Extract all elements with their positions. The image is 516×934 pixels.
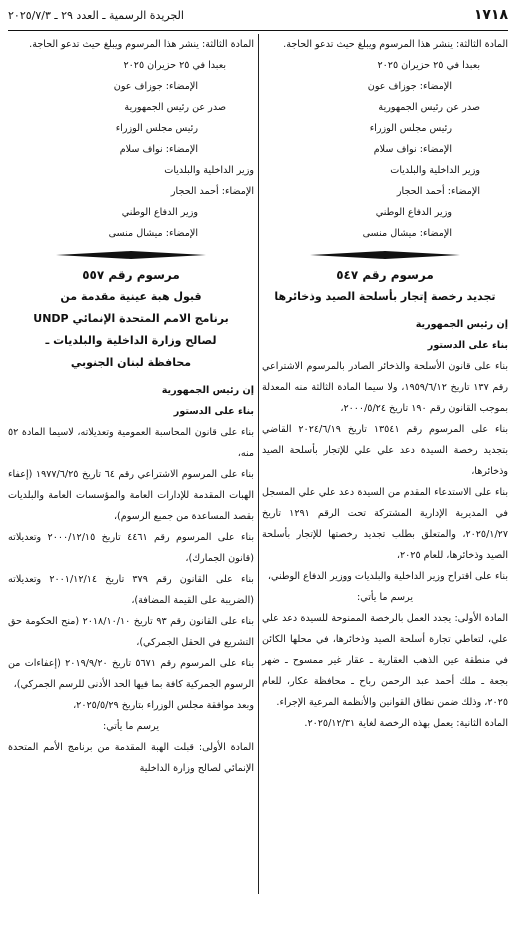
decree-paragraph: بناء على الدستور [173,406,254,417]
decree-paragraph: يرسم ما يأتي: [102,721,160,732]
signature-line: الإمضاء: نواف سلام [119,144,198,155]
gazette-issue-title: الجريدة الرسمية ـ العدد ٢٩ ـ ٢٠٢٥/٧/٣ [8,8,184,22]
decree-paragraph: المادة الثانية: يعمل بهذه الرخصة لغاية ٢٠٢٥/١٢/٣١. [304,718,508,729]
decree-paragraph: بناء على الاستدعاء المقدم من السيدة دعد علي علي المسجل في المديرية الإدارية المشتركة تحت الرقم ١٢٩١ تاريخ ٢٠٢٥/١/٢٧، والمتعلق بطلب تجديد رخصتها للإتجار بأسلحة الصيد وذخائرها، للعام ٢٠٢٥، [262,487,509,561]
signature-line: الإمضاء: أحمد الحجار [396,186,480,197]
decree-paragraph: بناء على القانون رقم ٣٧٩ تاريخ ٢٠٠١/١٢/١٤ وتعديلاته (الضريبة على القيمة المضافة)، [8,574,254,606]
page-number: ١٧١٨ [473,7,508,23]
decree-number: مرسوم رقم ٥٥٧ [82,268,180,282]
signature-line: بعبدا في ٢٥ حزيران ٢٠٢٥ [377,60,480,71]
decree-paragraph: بناء على قانون المحاسبة العمومية وتعديلاته، لاسيما المادة ٥٢ منه، [8,427,254,459]
right-column [262,34,508,934]
decree-paragraph: المادة الأولى: قبلت الهبة المقدمة من برنامج الأمم المتحدة الإنمائي لصالح وزارة الداخلية [8,742,254,774]
signature-line: الإمضاء: أحمد الحجار [170,186,254,197]
decree-paragraph: بناء على القانون رقم ٩٣ تاريخ ٢٠١٨/١٠/١٠ (منح الحكومة حق التشريع في الحقل الجمركي)، [8,616,254,648]
signature-line: الإمضاء: جوزاف عون [113,81,198,92]
decree-paragraph: إن رئيس الجمهورية [415,319,508,330]
decree-paragraph: بناء على المرسوم الاشتراعي رقم ٦٤ تاريخ ١٩٧٧/٦/٢٥ (إعفاء الهبات المقدمة للإدارات العامة والمؤسسات العامة والبلديات بقصد المساعدة من جميع الرسوم)، [8,469,254,522]
decree-paragraph: بناء على قانون الأسلحة والذخائر الصادر بالمرسوم الاشتراعي رقم ١٣٧ تاريخ ١٩٥٩/٦/١٢، ولا سيما المادة الثالثة منه المعدلة بموجب القانون رقم ١٩٠ تاريخ ٢٠٠٠/٥/٢٤، [262,361,508,414]
decree-paragraph: بناء على المرسوم رقم ٤٤٦١ تاريخ ٢٠٠٠/١٢/١٥ وتعديلاته (قانون الجمارك)، [8,532,254,564]
decree-number: مرسوم رقم ٥٤٧ [336,268,434,282]
decree-title-line: برنامج الامم المتحدة الإنمائي UNDP [33,312,229,325]
signature-line: المادة الثالثة: ينشر هذا المرسوم ويبلغ حيث تدعو الحاجة. [283,39,508,50]
signature-line: الإمضاء: ميشال منسى [108,228,198,239]
column-divider [258,34,259,894]
decree-title-line: قبول هبة عينية مقدمة من [60,290,202,303]
header-rule [8,30,508,31]
signature-line: الإمضاء: جوزاف عون [367,81,452,92]
decree-paragraph: بناء على الدستور [427,340,508,351]
decree-paragraph: إن رئيس الجمهورية [161,385,254,396]
signature-line: وزير الداخلية والبلديات [164,165,254,176]
right-decree-body [262,314,508,734]
signature-line: الإمضاء: نواف سلام [373,144,452,155]
right-signature-block [262,34,508,244]
signature-line: وزير الدفاع الوطني [375,207,452,218]
signature-line: وزير الداخلية والبلديات [390,165,480,176]
left-signature-block [8,34,254,244]
decree-title [8,286,254,374]
section-separator [56,250,206,260]
left-column [8,34,254,934]
signature-line: رئيس مجلس الوزراء [115,123,198,134]
signature-line: بعبدا في ٢٥ حزيران ٢٠٢٥ [123,60,226,71]
decree-paragraph: بناء على المرسوم رقم ٥٦٧١ تاريخ ٢٠١٩/٩/٢٠ (إعفاءات من الرسوم الجمركية كافة بما فيها الحد الأدنى للرسم الجمركي)، [8,658,254,690]
decree-title-line: محافظة لبنان الجنوبي [70,356,192,369]
decree-title: تجديد رخصة إتجار بأسلحة الصيد وذخائرها [274,290,496,303]
signature-line: الإمضاء: ميشال منسى [362,228,452,239]
signature-line: صدر عن رئيس الجمهورية [378,102,480,113]
page-header [0,0,516,30]
signature-line: صدر عن رئيس الجمهورية [124,102,226,113]
decree-paragraph: بناء على اقتراح وزير الداخلية والبلديات ووزير الدفاع الوطني، [267,571,508,582]
left-decree-body [8,380,254,779]
signature-line: المادة الثالثة: ينشر هذا المرسوم ويبلغ حيث تدعو الحاجة. [29,39,254,50]
signature-line: وزير الدفاع الوطني [121,207,198,218]
signature-line: رئيس مجلس الوزراء [369,123,452,134]
decree-paragraph: وبعد موافقة مجلس الوزراء بتاريخ ٢٠٢٥/٥/٢٩، [73,700,254,711]
decree-paragraph: المادة الأولى: يجدد العمل بالرخصة الممنوحة للسيدة دعد علي علي، لتعاطي تجارة أسلحة الصيد وذخائرها، في محلها الكائن في منطقة عين الذهب العقارية ـ عقار غير ممسوح ـ ضهر بجعة ـ ملك أحمد عبد الرحمن رباح ـ محافظة عكار، للعام ٢٠٢٥، وذلك ضمن نطاق القوانين والأنظمة المرعية الإجراء. [262,613,508,708]
section-separator [310,250,460,260]
decree-paragraph: يرسم ما يأتي: [356,592,414,603]
decree-title-line: لصالح وزارة الداخلية والبلديات ـ [45,334,217,347]
decree-paragraph: بناء على المرسوم رقم ١٣٥٤١ تاريخ ٢٠٢٤/٦/١٩ القاضي بتجديد رخصة السيدة دعد علي علي للإتجار بأسلحة الصيد وذخائرها، [262,424,509,477]
